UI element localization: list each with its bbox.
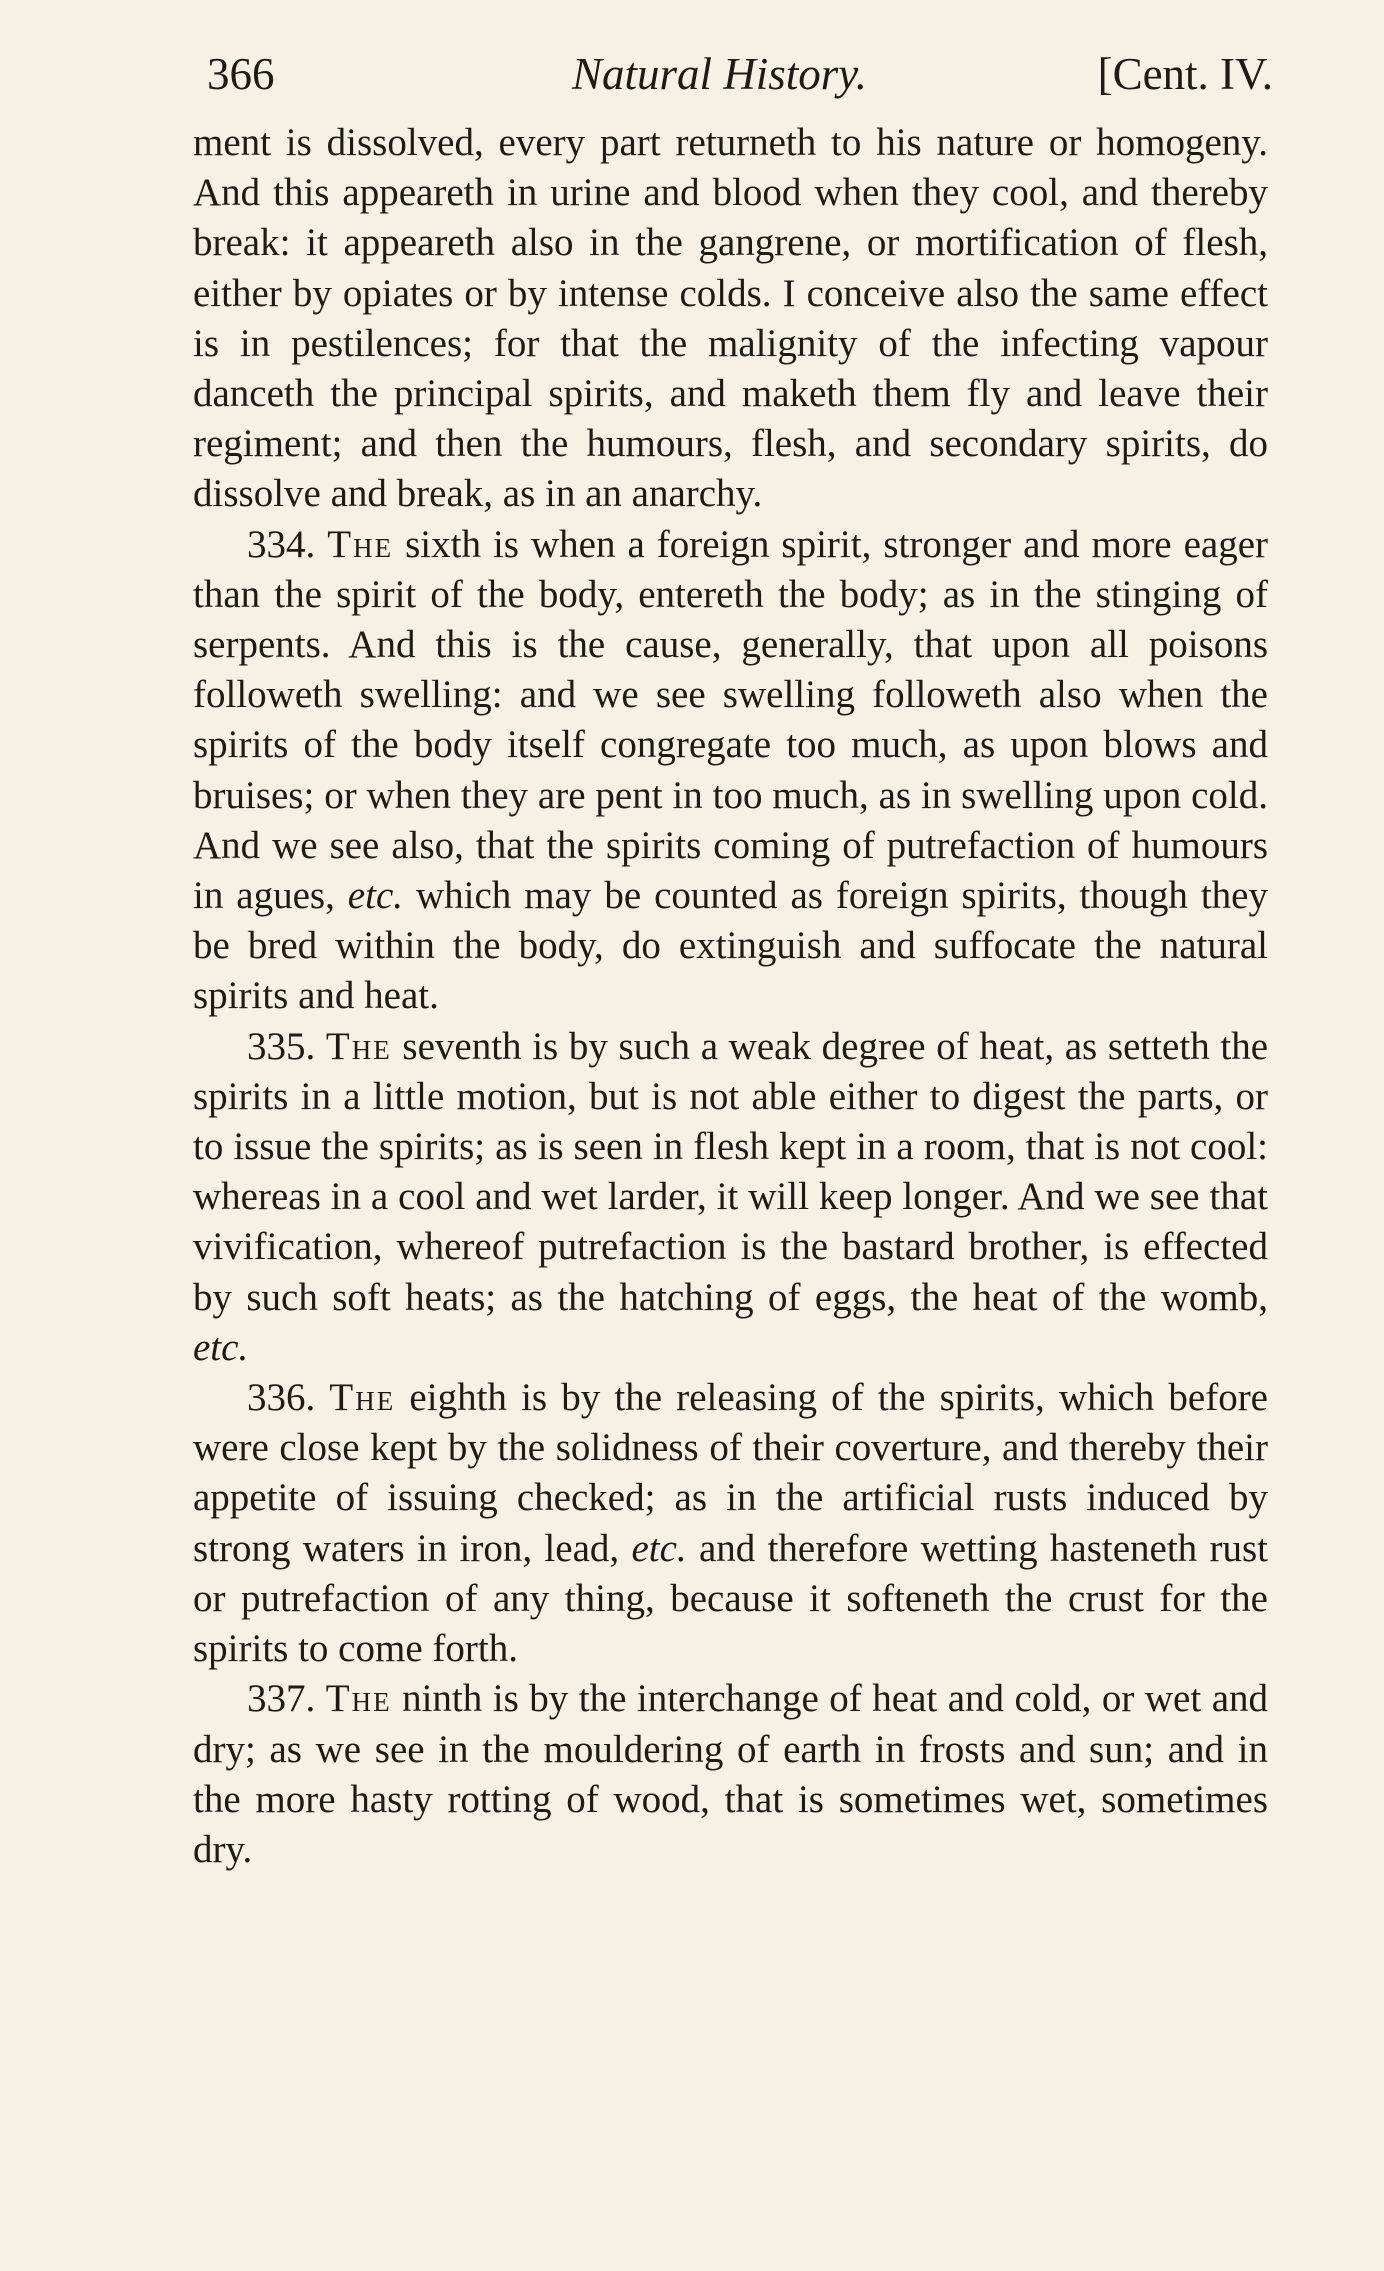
page-number: 366: [207, 49, 275, 99]
paragraph-italic: etc.: [193, 1325, 249, 1369]
paragraph-text: seventh is by such a weak degree of heat, as setteth the spirits in a little motion, but is not able either to digest the parts, or to issue the spirits; as is seen in flesh kept in a room, that is not cool: whereas in a cool and wet larder, it will keep longer. And we see that vivification, whereof putrefaction is the bastard brother, is effected by such soft heats; as the hatching of eggs, the heat of the womb,: [193, 1024, 1269, 1319]
paragraph-lead-word: The: [329, 1376, 396, 1420]
running-title: Natural History.: [572, 49, 868, 99]
paragraph-text: sixth is when a foreign spirit, stronger and more eager than the spirit of the body, entereth the body; as in the stinging of serpents. And this is the cause, generally, that upon all poisons followeth swelling: and we see swelling followeth also when the spirits of the body itself congregate too much, as upon blows and bruises; or when they are pent in too much, as in swelling upon cold. And we see also, that the spirits coming of putrefaction of humours in agues,: [193, 522, 1268, 918]
paragraph-number: 334.: [247, 522, 316, 566]
paragraph-lead-word: The: [325, 1677, 392, 1721]
paragraph-334: [193, 520, 1268, 1022]
body-text: [193, 118, 1268, 1875]
paragraph-text: ment is dissolved, every part returneth to his nature or homogeny. And this appeareth in urine and blood when they cool, and thereby break: it appeareth also in the gangrene, or mortification of flesh, either by opiates or by intense colds. I conceive also the same effect is in pestilences; for that the malignity of the infecting vapour danceth the principal spirits, and maketh them fly and leave their regiment; and then the humours, flesh, and secondary spirits, do dissolve and break, as in an anarchy.: [193, 121, 1268, 516]
section-label: [Cent. IV.: [1097, 49, 1273, 99]
running-head: [207, 44, 1273, 104]
paragraph-336: [193, 1373, 1268, 1674]
paragraph-text: and therefore wetting hasteneth rust or putrefaction of any thing, because it softeneth the crust for the spirits to come forth.: [193, 1526, 1268, 1671]
paragraph-text: eighth is by the releasing of the spirits, which before were close kept by the solidness of their coverture, and thereby their appetite of issuing checked; as in the artificial rusts induced by strong waters in iron, lead,: [193, 1376, 1268, 1570]
paragraph-number: 336.: [247, 1376, 316, 1420]
paragraph-text: ninth is by the interchange of heat and cold, or wet and dry; as we see in the mouldering of earth in frosts and sun; and in the more hasty rotting of wood, that is sometimes wet, sometimes dry.: [193, 1677, 1269, 1871]
paragraph-italic: etc.: [631, 1526, 687, 1570]
paragraph-335: [193, 1022, 1268, 1373]
paragraph-number: 335.: [247, 1024, 316, 1068]
paragraph-lead-word: The: [327, 522, 394, 566]
paragraph-text: which may be counted as foreign spirits, though they be bred within the body, do extinguish and suffocate the natural spirits and heat.: [193, 874, 1268, 1018]
paragraph-number: 337.: [247, 1677, 316, 1721]
paragraph-337: [193, 1674, 1268, 1875]
paragraph-lead-word: The: [325, 1024, 392, 1068]
paragraph-continued: [193, 118, 1268, 520]
paragraph-italic: etc.: [347, 874, 404, 918]
